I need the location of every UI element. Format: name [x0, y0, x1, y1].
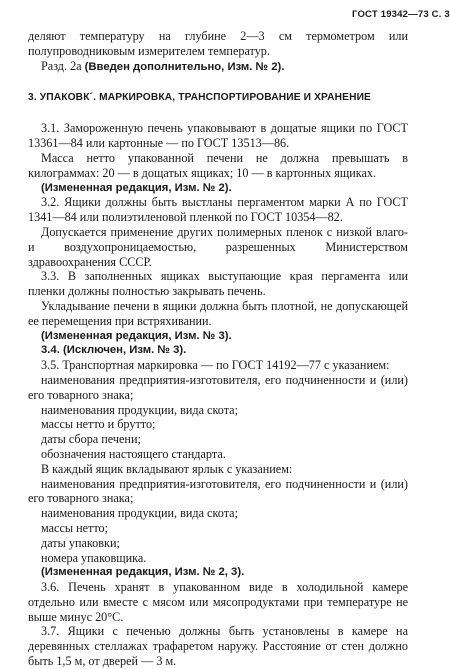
label-item: даты упаковки; — [41, 535, 120, 550]
marking-item: даты сбора печени; — [41, 432, 141, 447]
clause-3-3: 3.3. В заполненных ящиках выступающие края пергамента или пленки должны полностью закрывать печень. — [28, 269, 408, 299]
clause-3-2: 3.2. Ящики должны быть выстланы пергаментом марки А по ГОСТ 1341—84 или полиэтиленовой пленкой по ГОСТ 10354—82. — [28, 195, 408, 225]
marking-item: наименования предприятия-изготовителя, его подчиненности и (или) его товарного знака; — [28, 372, 408, 402]
clause-3-7: 3.7. Ящики с печенью должны быть установлены в камере на деревянных стеллажах трафаретом наружу. Расстояние от стен должно быть 1,5 м, от дверей — 3 м. — [28, 624, 408, 669]
label-item: номера упаковщика. — [41, 550, 147, 565]
paragraph-amendment — [28, 59, 408, 75]
section-title: 3. УПАКОВК´. МАРКИРОВКА, ТРАНСПОРТИРОВАНИЕ И ХРАНЕНИЕ — [28, 92, 371, 104]
clause-3-1: 3.1. Замороженную печень упаковывают в дощатые ящики по ГОСТ 13361—84 или картонные — по ГОСТ 13513—86. — [28, 121, 408, 151]
label-item: наименования продукции, вида скота; — [41, 506, 238, 521]
clause-3-2-films: Допускается применение других полимерных пленок с низкой влаго- и воздухопроницаемостью, разрешенных Министерством здравоохранения СССР. — [28, 224, 408, 269]
clause-3-5: 3.5. Транспортная маркировка — по ГОСТ 14192—77 с указанием: — [41, 358, 390, 373]
amendment-note: (Измененная редакция, Изм. № 2, 3). — [41, 566, 245, 579]
marking-item: обозначения настоящего стандарта. — [41, 446, 226, 461]
document-body — [28, 29, 408, 669]
clause-3-4: 3.4. (Исключен, Изм. № 3). — [41, 344, 187, 357]
page-header: ГОСТ 19342—73 С. 3 — [352, 9, 450, 20]
marking-item: наименования продукции, вида скота; — [41, 402, 238, 417]
amendment-note: (Измененная редакция, Изм. № 2). — [41, 181, 232, 194]
clause-3-3-packing: Укладывание печени в ящики должна быть плотной, не допускающей ее перемещения при встряхивании. — [28, 298, 408, 328]
marking-item: массы нетто и брутто; — [41, 417, 156, 432]
label-item: массы нетто; — [41, 520, 108, 535]
amendment-note: (Введен дополнительно, Изм. № 2). — [84, 60, 285, 73]
amendment-label: Разд. 2а — [41, 58, 85, 73]
clause-3-6: 3.6. Печень хранят в упакованном виде в холодильной камере отдельно или вместе с мясом или мясопродуктами при температуре не выше минус 20°С. — [28, 580, 408, 624]
amendment-note: (Измененная редакция, Изм. № 3). — [41, 329, 232, 342]
clause-3-1-mass: Масса нетто упакованной печени не должна превышать в килограммах: 20 — в дощатых ящиках; 10 — в картонных ящиках. — [28, 150, 408, 180]
label-item: наименования предприятия-изготовителя, его подчиненности и (или) его товарного знака; — [28, 476, 408, 506]
paragraph-continuation: деляют температуру на глубине 2—3 см термометром или полупроводниковым измерителем температур. — [28, 29, 408, 58]
label-intro: В каждый ящик вкладывают ярлык с указанием: — [41, 461, 293, 476]
